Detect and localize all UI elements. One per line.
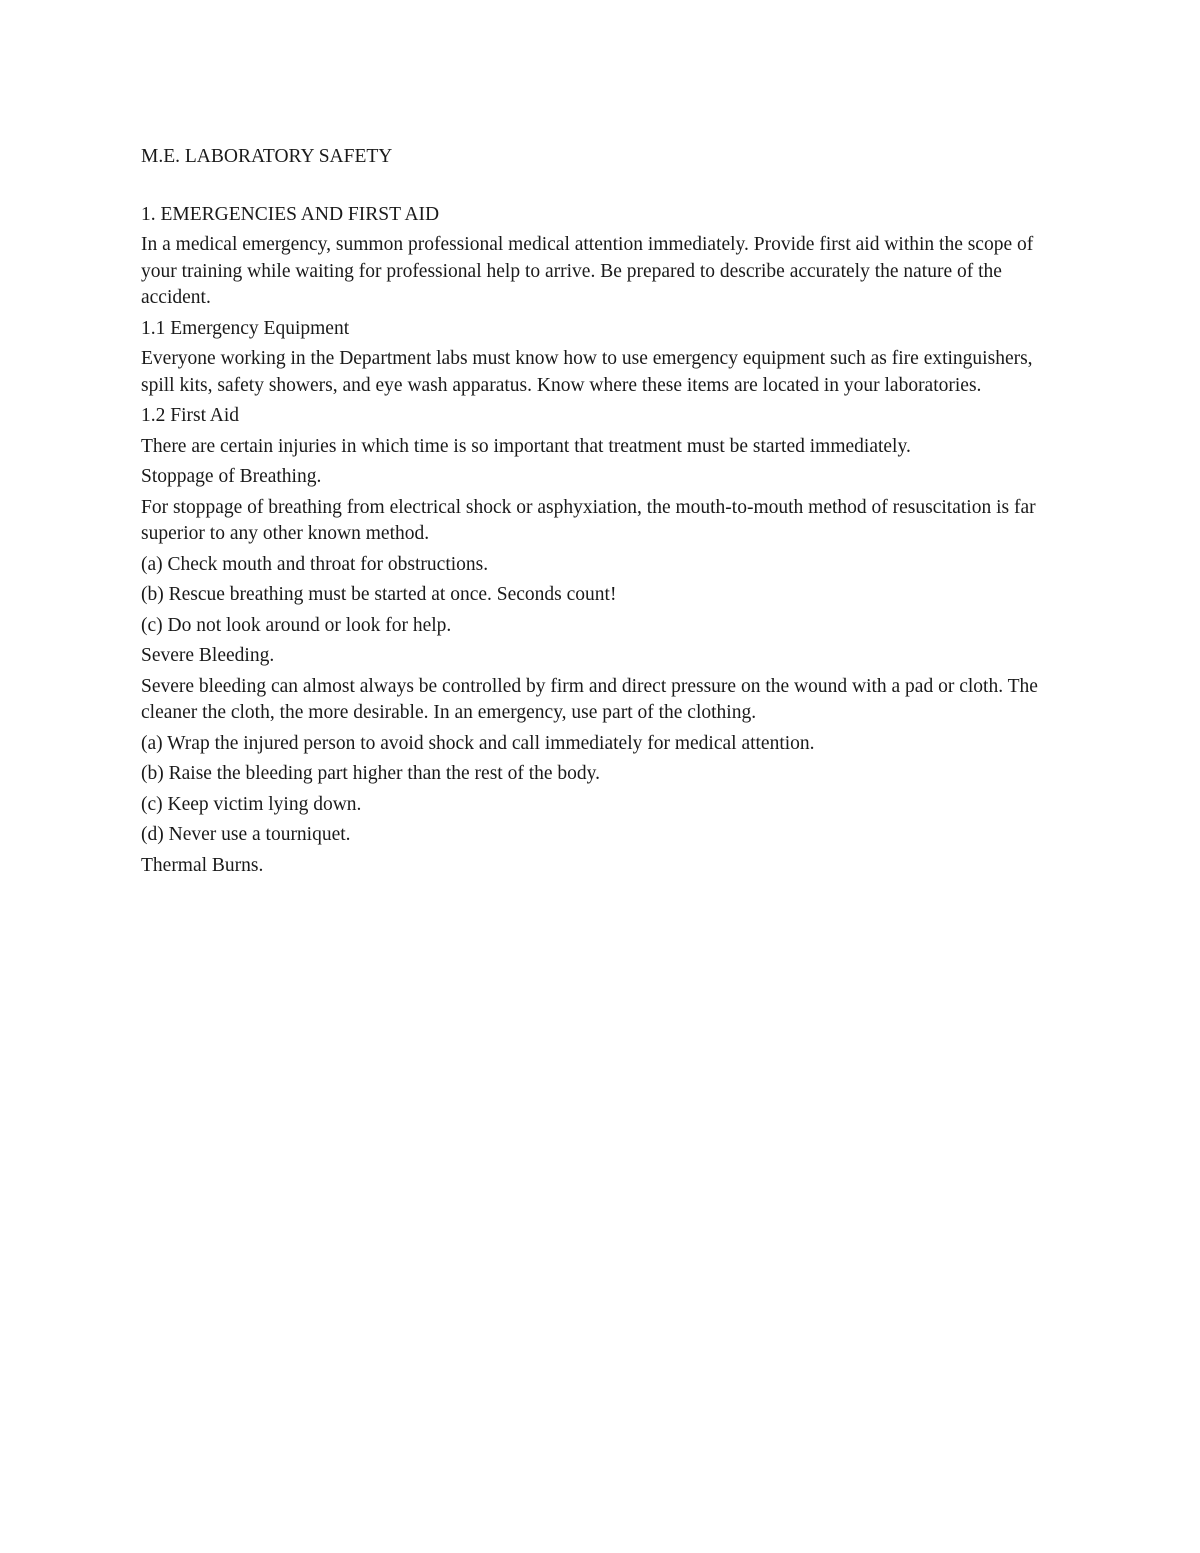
topic-heading: Stoppage of Breathing. xyxy=(141,466,322,487)
section-heading: 1. EMERGENCIES AND FIRST AID xyxy=(141,203,440,225)
list-item: (b) Rescue breathing must be started at once. Seconds count! xyxy=(141,584,617,605)
list-item: (a) Wrap the injured person to avoid shock and call immediately for medical attention. xyxy=(141,732,815,754)
list-item: (a) Check mouth and throat for obstructions. xyxy=(141,553,489,575)
document-body xyxy=(141,144,1071,879)
topic-heading: Thermal Burns. xyxy=(141,854,264,876)
subsection-heading: 1.1 Emergency Equipment xyxy=(141,317,350,339)
list-item: (c) Keep victim lying down. xyxy=(141,793,362,815)
list-item: (c) Do not look around or look for help. xyxy=(141,614,452,636)
paragraph: In a medical emergency, summon professional medical attention immediately. Provide first aid within the scope of your training while waiting for professional help to arrive. Be prepared to describe accurately the nature of the accident. xyxy=(141,234,1034,308)
paragraph: Everyone working in the Department labs must know how to use emergency equipment such as fire extinguishers, spill kits, safety showers, and eye wash apparatus. Know where these items are located in your laboratories. xyxy=(141,348,1033,396)
paragraph: There are certain injuries in which time is so important that treatment must be started immediately. xyxy=(141,435,911,457)
list-item: (d) Never use a tourniquet. xyxy=(141,824,351,845)
paragraph: Severe bleeding can almost always be controlled by firm and direct pressure on the wound with a pad or cloth. The cleaner the cloth, the more desirable. In an emergency, use part of the clothing. xyxy=(141,675,1038,723)
subsection-heading: 1.2 First Aid xyxy=(141,405,240,426)
paragraph: For stoppage of breathing from electrical shock or asphyxiation, the mouth-to-mouth method of resuscitation is far superior to any other known method. xyxy=(141,496,1036,544)
document-title: M.E. LABORATORY SAFETY xyxy=(141,146,393,167)
topic-heading: Severe Bleeding. xyxy=(141,645,275,666)
list-item: (b) Raise the bleeding part higher than the rest of the body. xyxy=(141,763,601,784)
